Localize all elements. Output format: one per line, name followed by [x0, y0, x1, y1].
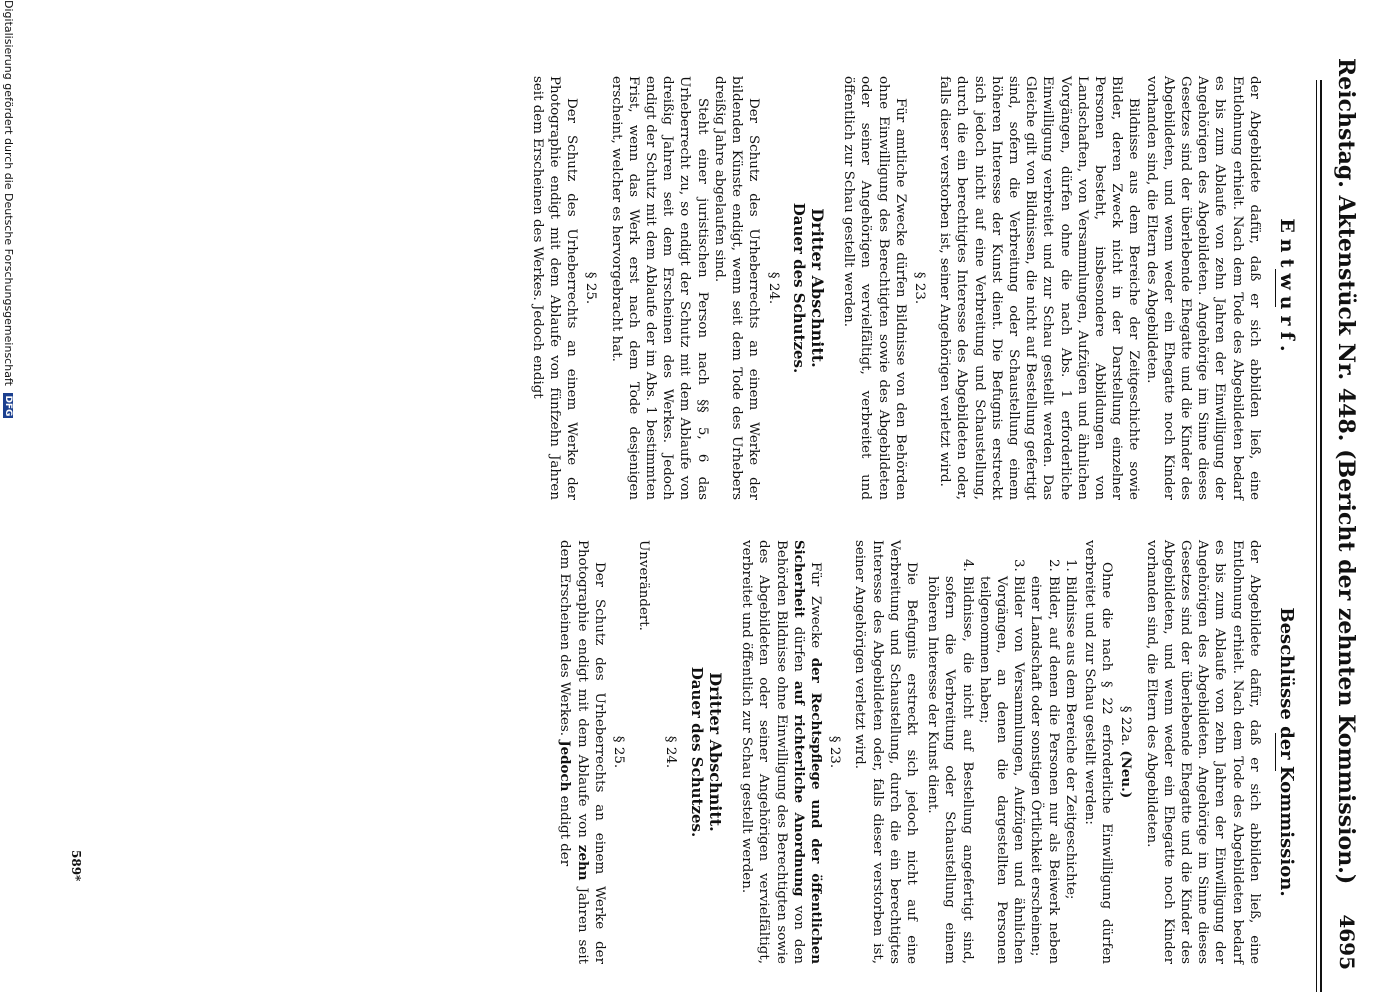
section-number: § 22a.	[1118, 705, 1134, 747]
emphasized-text: zehn	[574, 844, 591, 881]
commission-paragraph: Die Befugnis erstreckt sich jedoch nicht auf eine Verbreitung und Schaustellung, durch die ein berechtigtes Interesse des Abgebildeten oder, falls dieser verstorben ist, seiner Angehörigen verletzt wird.	[852, 540, 919, 964]
commission-paragraph: der Abgebildete dafür, daß er sich abbilden ließ, eine Entlohnung erhielt. Nach dem Tode des Abgebildeten bedarf es bis zum Ablaufe von zehn Jahren der Einwilligung der Angehörigen des Abgebildeten. Angehörige im Sinne dieses Gesetzes sind der überlebende Ehegatte und die Kinder des Abgebildeten, und wenn weder ein Ehegatte noch Kinder vorhanden sind, die Eltern des Abgebildeten.	[1143, 540, 1262, 964]
list-item: 3. Bilder von Versammlungen, Aufzügen und ähnlichen Vorgängen, an denen die dargestellten Personen teilgenommen haben;	[976, 576, 1028, 964]
list-item: 1. Bildnisse aus dem Bereiche der Zeitgeschichte;	[1062, 576, 1079, 964]
page-number: 4695	[1335, 914, 1359, 970]
part-subheading: Dauer des Schutzes.	[687, 666, 706, 838]
list-item: 2. Bilder, auf denen die Personen nur als Beiwerk neben einer Landschaft oder sonstigen Örtlichkeit erscheinen;	[1027, 576, 1061, 964]
text-run: von den Behörden Bildnisse ohne Einwilligung des Berechtigten sowie des Abgebildeten oder seiner Angehörigen vervielfältigt, verbreitet und öffentlich zur Schau gestellt werden.	[739, 540, 806, 965]
part-subheading: Dauer des Schutzes.	[789, 202, 808, 374]
commission-paragraph: Ohne die nach § 22 erforderliche Einwilligung dürfen verbreitet und zur Schau gestellt werden:	[1081, 540, 1115, 964]
part-heading: Dritter Abschnitt.	[705, 672, 725, 832]
section-label: § 25.	[611, 735, 627, 769]
dfg-logo: DFG	[3, 395, 13, 417]
folio-mark: 589*	[69, 850, 83, 882]
draft-paragraph: Steht einer juristischen Person nach §§ 5, 6 das Urheberrecht zu, so endigt der Schutz mit dem Ablaufe von dreißig Jahren seit dem Erscheinen des Werkes. Jedoch endigt der Schutz mit dem Ablaufe der im Abs. 1 bestimmten Frist, wenn das Werk erst nach dem Tode desjenigen erscheint, welcher es hervorgebracht hat.	[608, 76, 710, 500]
list-item: 4. Bildnisse, die nicht auf Bestellung angefertigt sind, sofern die Verbreitung oder Schaustellung einem höheren Interesse der Kunst dient.	[924, 576, 976, 964]
section-label: § 24.	[765, 271, 781, 305]
page-header	[1325, 58, 1365, 970]
digitization-credit	[2, 0, 15, 418]
text-run: Für Zwecke	[807, 562, 823, 658]
emphasized-text: der Rechtspflege und der öffentlichen Sicherheit	[790, 540, 824, 964]
emphasized-text: auf richterliche Anordnung	[790, 680, 807, 897]
draft-paragraph: Bildnisse aus dem Bereiche der Zeitgeschichte sowie Bilder, deren Zweck nicht in der Darstellung einzelner Personen besteht, insbesondere Abbildungen von Landschaften, von Versammlungen, Aufzügen und ähnlichen Vorgängen, dürfen ohne die nach Abs. 1 erforderliche Einwilligung verbreitet und zur Schau gestellt werden. Das Gleiche gilt von Bildnissen, die nicht auf Bestellung gefertigt sind, sofern die Verbreitung oder Schaustellung einem höheren Interesse der Kunst dient. Die Befugnis erstreckt sich jedoch nicht auf eine Verbreitung und Schaustellung, durch die ein berechtigtes Interesse des Abgebildeten oder, falls dieser verstorben ist, seiner Angehörigen verletzt wird.	[937, 76, 1142, 500]
draft-paragraph: Für amtliche Zwecke dürfen Bildnisse von den Behörden ohne Einwilligung des Berechtigten sowie des Abgebildeten oder seiner Angehörigen vervielfältigt, verbreitet und öffentlich zur Schau gestellt werden.	[841, 76, 908, 500]
text-run: Der Schutz des Urheberrechts an einem Werke der Photographie endigt mit dem Ablaufe von	[574, 540, 607, 964]
new-tag: (Neu.)	[1118, 750, 1135, 799]
header-rule-thin	[1316, 80, 1317, 992]
header-rule	[1320, 80, 1322, 992]
unchanged-note: Unverändert.	[636, 540, 652, 631]
draft-paragraph: Der Schutz des Urheberrechts an einem Werke der Photographie endigt mit dem Ablaufe von fünfzehn Jahren seit dem Erscheinen des Werkes. Jedoch endigt	[529, 76, 580, 500]
text-run: dürfen	[790, 617, 806, 681]
draft-paragraph: der Abgebildete dafür, daß er sich abbilden ließ, eine Entlohnung erhielt. Nach dem Tode des Abgebildeten bedarf es bis zum Ablaufe von zehn Jahren der Einwilligung der Angehörigen des Abgebildeten. Angehörige im Sinne dieses Gesetzes sind der überlebende Ehegatte und die Kinder des Abgebildeten, und wenn weder ein Ehegatte noch Kinder vorhanden sind, die Eltern des Abgebildeten.	[1143, 76, 1262, 500]
exception-list	[924, 558, 1079, 964]
credit-text: Digitalisierung gefördert durch die Deutsche Forschungsgemeinschaft	[2, 0, 15, 386]
section-label: § 24.	[663, 735, 679, 769]
section-label: § 23.	[827, 735, 843, 769]
draft-paragraph: Der Schutz des Urheberrechts an einem Werke der bildenden Künste endigt, wenn seit dem Tode des Urhebers dreißig Jahre abgelaufen sind.	[711, 76, 762, 500]
section-label: § 25.	[583, 271, 599, 305]
section-label: § 23.	[911, 271, 927, 305]
commission-title: Beschlüsse der Kommission.	[1276, 607, 1297, 897]
emphasized-text: Jedoch	[557, 740, 574, 792]
header-title: Reichstag. Aktenstück Nr. 448. (Bericht der zehnten Kommission.)	[1333, 58, 1359, 885]
draft-column	[529, 76, 1299, 500]
text-run: Jahren seit dem Erscheinen des Werkes.	[557, 540, 590, 964]
draft-title: Entwurf.	[1276, 218, 1298, 358]
part-heading: Dritter Abschnitt.	[807, 208, 827, 368]
text-run: endigt der	[557, 791, 573, 867]
section-label	[1117, 540, 1134, 964]
commission-paragraph	[738, 540, 824, 964]
commission-column	[556, 540, 1299, 964]
commission-paragraph	[556, 540, 608, 964]
